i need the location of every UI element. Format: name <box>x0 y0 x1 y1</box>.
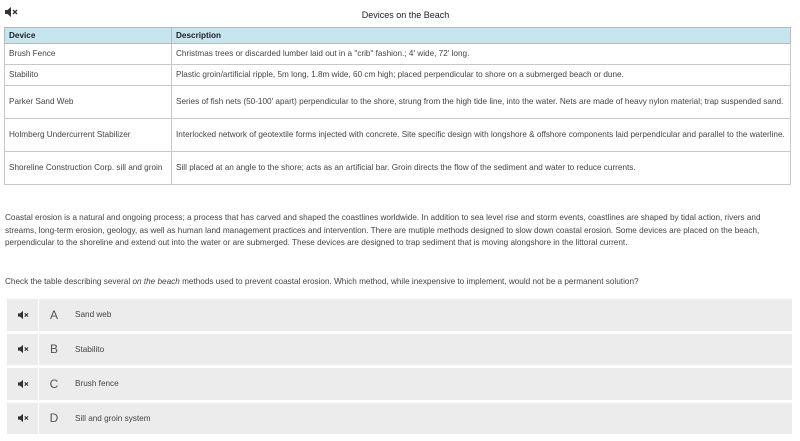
description-cell: Interlocked network of geotextile forms injected with concrete. Site specific design with longshore & offshore components laid perpendicular and parallel to the waterline. <box>172 119 791 152</box>
question-text <box>5 277 787 286</box>
speaker-muted-icon[interactable] <box>7 299 39 331</box>
choice-letter: B <box>49 342 58 357</box>
description-cell: Series of fish nets (50-100' apart) perpendicular to the shore, strung from the high tide line, into the water. Nets are made of heavy nylon material; trap suspended sand. <box>172 86 791 119</box>
speaker-muted-icon[interactable] <box>7 403 39 435</box>
choice-text: Sill and groin system <box>75 413 151 423</box>
table-row <box>5 65 791 86</box>
question-text-part: Check the table describing several <box>5 277 133 286</box>
device-cell: Holmberg Undercurrent Stabilizer <box>5 119 172 152</box>
table-row <box>5 86 791 119</box>
table-row <box>5 119 791 152</box>
passage-text: Coastal erosion is a natural and ongoing process; a process that has carved and shaped the coastlines worldwide. In addition to sea level rise and storm events, coastlines are shaped by tidal action, rivers and streams, long-term erosion, geology, as well as human land management practices and intervention. There are mutiple methods designed to slow down coastal erosion. Some devices are placed on the beach, perpendicular to the shoreline and extend out into the water or are submerged. These devices are designed to trap sediment that is moving alongshore in the littoral current. <box>5 213 761 248</box>
answer-choice-d[interactable] <box>7 403 792 435</box>
choice-letter: A <box>49 307 58 322</box>
description-cell: Plastic groin/artificial ripple, 5m long, 1.8m wide, 60 cm high; placed perpendicular to shore on a submerged beach or dune. <box>172 65 791 86</box>
question-text-part: methods used to prevent coastal erosion. Which method, while inexpensive to implement, would not be a permanent solution? <box>179 277 639 286</box>
speaker-muted-icon[interactable] <box>7 368 39 400</box>
choice-text: Brush fence <box>75 379 119 389</box>
answer-choices <box>7 299 792 437</box>
device-cell: Parker Sand Web <box>5 86 172 119</box>
choice-letter: C <box>49 376 59 391</box>
answer-choice-b[interactable] <box>7 334 792 366</box>
table-header-row <box>5 28 791 44</box>
question-emphasis: on the beach <box>132 277 180 286</box>
device-cell: Stabilito <box>5 65 172 86</box>
device-cell: Brush Fence <box>5 44 172 65</box>
choice-text: Stabilito <box>75 344 105 354</box>
answer-choice-a[interactable] <box>7 299 792 331</box>
table-title: Devices on the Beach <box>361 10 450 20</box>
table-row <box>5 152 791 185</box>
description-cell: Christmas trees or discarded lumber laid out in a "crib" fashion.; 4' wide, 72' long. <box>172 44 791 65</box>
table-row <box>5 44 791 65</box>
speaker-muted-icon[interactable] <box>7 334 39 366</box>
device-cell: Shoreline Construction Corp. sill and groin <box>5 152 172 185</box>
devices-table <box>4 27 791 185</box>
choice-text: Sand web <box>75 310 112 320</box>
choice-letter: D <box>49 411 59 426</box>
column-header-description: Description <box>172 28 791 44</box>
column-header-device: Device <box>5 28 172 44</box>
description-cell: Sill placed at an angle to the shore; acts as an artificial bar. Groin directs the flow of the sediment and water to reduce currents. <box>172 152 791 185</box>
answer-choice-c[interactable] <box>7 368 792 400</box>
